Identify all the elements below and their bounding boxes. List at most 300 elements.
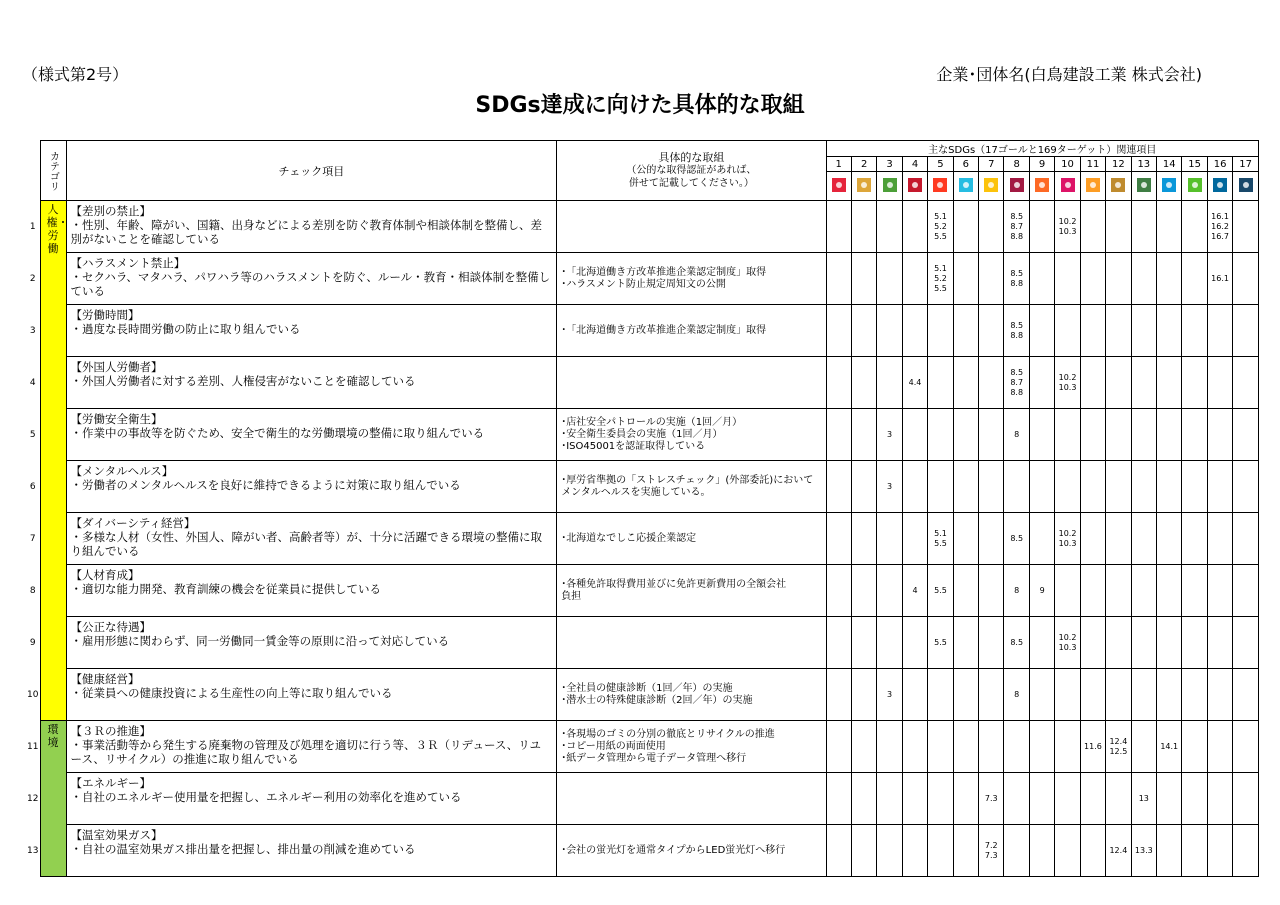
- sdg-target-cell: [1106, 253, 1131, 305]
- sdg-target-cell: 5.1 5.2 5.5: [928, 201, 953, 253]
- goal-number-6: 6: [953, 157, 978, 172]
- sdg-target-cell: [1233, 721, 1259, 773]
- check-item-title: 【３Ｒの推進】: [70, 724, 152, 738]
- sdg-target-cell: [826, 825, 851, 877]
- sdg-target-cell: [851, 721, 876, 773]
- goal-icon-cell: [1029, 172, 1054, 201]
- sdg-target-cell: [1233, 305, 1259, 357]
- goal-number-13: 13: [1131, 157, 1156, 172]
- goal-icon-cell: [1080, 172, 1105, 201]
- check-item-desc: ・自社の温室効果ガス排出量を把握し、排出量の削減を進めている: [70, 842, 416, 856]
- sdg-target-cell: [1029, 825, 1054, 877]
- sdg-target-cell: 8.5 8.7 8.8: [1004, 357, 1029, 409]
- sdg-target-cell: 8: [1004, 565, 1029, 617]
- sdg-target-cell: [1207, 669, 1232, 721]
- sdg-target-cell: [953, 305, 978, 357]
- sdg-target-cell: [1055, 669, 1080, 721]
- check-item: [66, 201, 557, 253]
- sdg-target-cell: 8: [1004, 409, 1029, 461]
- sdg-13-icon: [1137, 178, 1151, 192]
- sdg-target-cell: [1055, 409, 1080, 461]
- sdg-target-cell: [902, 305, 927, 357]
- sdg-target-cell: [1029, 461, 1054, 513]
- goal-number-1: 1: [826, 157, 851, 172]
- sdg-target-cell: [979, 513, 1004, 565]
- sdg-target-cell: [902, 409, 927, 461]
- sdg-target-cell: [1106, 669, 1131, 721]
- sdg-target-cell: [1207, 721, 1232, 773]
- no-header: [26, 141, 40, 201]
- sdg-target-cell: [1157, 617, 1182, 669]
- sdg-target-cell: [1157, 201, 1182, 253]
- sdg-target-cell: [1080, 253, 1105, 305]
- sdg-target-cell: 16.1 16.2 16.7: [1207, 201, 1232, 253]
- action-cell: ･会社の蛍光灯を通常タイプからLED蛍光灯へ移行: [557, 825, 826, 877]
- sdg-target-cell: [1157, 773, 1182, 825]
- sdg-target-cell: [826, 357, 851, 409]
- table-row: [26, 409, 1259, 461]
- table-row: [26, 253, 1259, 305]
- sdg-target-cell: [979, 565, 1004, 617]
- sdg-target-cell: 14.1: [1157, 721, 1182, 773]
- sdg-target-cell: [1106, 201, 1131, 253]
- sdg-target-cell: [1182, 825, 1207, 877]
- check-item-desc: ・自社のエネルギー使用量を把握し、エネルギー利用の効率化を進めている: [70, 790, 462, 804]
- sdg-target-cell: [851, 201, 876, 253]
- check-item-header: チェック項目: [66, 141, 557, 201]
- check-item-desc: ・従業員への健康投資による生産性の向上等に取り組んでいる: [70, 686, 393, 700]
- sdg-target-cell: [979, 409, 1004, 461]
- sdg-target-cell: [1157, 409, 1182, 461]
- check-item-desc: ・事業活動等から発生する廃棄物の管理及び処理を適切に行う等、３Ｒ（リデュース、リユース、リサイクル）の推進に取り組んでいる: [70, 738, 542, 766]
- sdg-target-cell: [1157, 669, 1182, 721]
- sdg-target-cell: [1080, 409, 1105, 461]
- goal-icon-cell: [902, 172, 927, 201]
- sdg-16-icon: [1213, 178, 1227, 192]
- sdg-target-cell: [1080, 825, 1105, 877]
- check-item-title: 【メンタルヘルス】: [70, 464, 174, 478]
- sdg-target-cell: [1131, 357, 1156, 409]
- sdg-target-cell: [953, 513, 978, 565]
- sdg-target-cell: [1080, 513, 1105, 565]
- sdg-target-cell: [902, 513, 927, 565]
- goal-number-4: 4: [902, 157, 927, 172]
- sdg-8-icon: [1010, 178, 1024, 192]
- sdg-target-cell: [1080, 773, 1105, 825]
- sdg-target-cell: [1131, 513, 1156, 565]
- row-number: 10: [27, 689, 39, 700]
- sdg-target-cell: [1055, 461, 1080, 513]
- sdg-14-icon: [1162, 178, 1176, 192]
- category-header: カテゴリ: [40, 141, 66, 201]
- sdg-target-cell: [1157, 253, 1182, 305]
- sdg-target-cell: [1004, 721, 1029, 773]
- sdg-target-cell: [1080, 565, 1105, 617]
- sdg-target-cell: 3: [877, 669, 902, 721]
- check-item: [66, 721, 557, 773]
- sdg-target-cell: [1233, 409, 1259, 461]
- sdg-target-cell: [1029, 669, 1054, 721]
- sdg-target-cell: [1106, 773, 1131, 825]
- sdg-target-cell: [902, 825, 927, 877]
- action-header-title: 具体的な取組: [658, 151, 725, 164]
- sdg-target-cell: [953, 773, 978, 825]
- table-row: [26, 773, 1259, 825]
- sdg-target-cell: 12.4: [1106, 825, 1131, 877]
- sdg-target-cell: 5.5: [928, 565, 953, 617]
- sdg-target-cell: [1029, 409, 1054, 461]
- sdg-target-cell: [851, 825, 876, 877]
- sdg-target-cell: [953, 825, 978, 877]
- table-row: [26, 513, 1259, 565]
- sdg-target-cell: [1182, 253, 1207, 305]
- sdg-target-cell: 8.5: [1004, 617, 1029, 669]
- goal-icon-cell: [826, 172, 851, 201]
- goal-number-17: 17: [1233, 157, 1259, 172]
- sdg-target-cell: [979, 461, 1004, 513]
- sdg-12-icon: [1111, 178, 1125, 192]
- sdg-10-icon: [1061, 178, 1075, 192]
- action-cell: ･各現場のゴミの分別の徹底とリサイクルの推進 ･コピー用紙の両面使用 ･紙データ管理から電子データ管理へ移行: [557, 721, 826, 773]
- sdg-target-cell: [826, 305, 851, 357]
- sdg-target-cell: [953, 357, 978, 409]
- sdg-target-cell: [1182, 461, 1207, 513]
- sdg-target-cell: [1157, 305, 1182, 357]
- sdg-target-cell: 4.4: [902, 357, 927, 409]
- action-cell: [557, 773, 826, 825]
- goal-number-16: 16: [1207, 157, 1232, 172]
- sdg-target-cell: [979, 201, 1004, 253]
- sdg-target-cell: [1182, 201, 1207, 253]
- sdg-target-cell: [953, 201, 978, 253]
- sdg-target-cell: 10.2 10.3: [1055, 513, 1080, 565]
- sdgs-header: 主なSDGs（17ゴールと169ターゲット）関連項目: [826, 141, 1258, 157]
- goal-number-5: 5: [928, 157, 953, 172]
- row-number: 11: [27, 741, 39, 752]
- check-item: [66, 825, 557, 877]
- sdg-target-cell: 10.2 10.3: [1055, 357, 1080, 409]
- sdg-target-cell: [979, 617, 1004, 669]
- sdg-9-icon: [1035, 178, 1049, 192]
- sdg-target-cell: [953, 617, 978, 669]
- sdg-target-cell: 8.5 8.8: [1004, 253, 1029, 305]
- sdg-3-icon: [883, 178, 897, 192]
- goal-number-2: 2: [851, 157, 876, 172]
- goal-icon-cell: [953, 172, 978, 201]
- sdg-target-cell: [877, 305, 902, 357]
- check-item-title: 【労働安全衛生】: [70, 412, 163, 426]
- sdg-target-cell: [826, 773, 851, 825]
- sdg-target-cell: [1080, 201, 1105, 253]
- sdg-target-cell: [1233, 513, 1259, 565]
- sdg-target-cell: [826, 565, 851, 617]
- table-row: [26, 357, 1259, 409]
- sdg-target-cell: [851, 305, 876, 357]
- sdg-target-cell: [877, 513, 902, 565]
- action-cell: ･「北海道働き方改革推進企業認定制度」取得: [557, 305, 826, 357]
- sdg-target-cell: [1055, 773, 1080, 825]
- sdg-target-cell: [1080, 357, 1105, 409]
- sdg-target-cell: [1080, 461, 1105, 513]
- table-row: [26, 721, 1259, 773]
- check-item-desc: ・雇用形態に関わらず、同一労働同一賃金等の原則に沿って対応している: [70, 634, 450, 648]
- goal-icon-cell: [928, 172, 953, 201]
- sdg-target-cell: [1029, 201, 1054, 253]
- sdg-target-cell: [979, 721, 1004, 773]
- sdg-target-cell: 7.3: [979, 773, 1004, 825]
- goal-icon-cell: [1131, 172, 1156, 201]
- sdg-target-cell: [877, 565, 902, 617]
- sdg-target-cell: [826, 461, 851, 513]
- action-cell: ･店社安全パトロールの実施（1回／月） ･安全衛生委員会の実施（1回／月） ･ISO45001を認証取得している: [557, 409, 826, 461]
- sdg-target-cell: [1106, 305, 1131, 357]
- row-number: 3: [29, 325, 36, 336]
- check-item-title: 【温室効果ガス】: [70, 828, 163, 842]
- sdg-target-cell: [902, 721, 927, 773]
- sdg-target-cell: [902, 461, 927, 513]
- sdg-2-icon: [857, 178, 871, 192]
- sdg-target-cell: [1233, 461, 1259, 513]
- sdg-target-cell: [1131, 305, 1156, 357]
- sdg-target-cell: [1207, 565, 1232, 617]
- action-cell: [557, 201, 826, 253]
- sdg-target-cell: 3: [877, 409, 902, 461]
- sdg-target-cell: 12.4 12.5: [1106, 721, 1131, 773]
- sdg-target-cell: [1182, 721, 1207, 773]
- sdg-target-cell: [928, 357, 953, 409]
- sdg-target-cell: [1131, 461, 1156, 513]
- check-item-title: 【ハラスメント禁止】: [70, 256, 186, 270]
- check-item-desc: ・作業中の事故等を防ぐため、安全で衛生的な労働環境の整備に取り組んでいる: [70, 426, 485, 440]
- page-title: SDGs達成に向けた具体的な取組: [475, 93, 805, 118]
- sdg-target-cell: [851, 565, 876, 617]
- check-item-title: 【エネルギー】: [70, 776, 152, 790]
- sdg-7-icon: [984, 178, 998, 192]
- check-item-desc: ・過度な長時間労働の防止に取り組んでいる: [70, 322, 301, 336]
- sdg-target-cell: [979, 305, 1004, 357]
- sdg-target-cell: [1233, 773, 1259, 825]
- sdg-target-cell: [953, 461, 978, 513]
- table-row: [26, 825, 1259, 877]
- sdg-target-cell: 5.5: [928, 617, 953, 669]
- sdg-target-cell: [1157, 565, 1182, 617]
- sdg-target-cell: 5.1 5.5: [928, 513, 953, 565]
- check-item-title: 【差別の禁止】: [70, 204, 152, 218]
- goal-number-7: 7: [979, 157, 1004, 172]
- check-item: [66, 409, 557, 461]
- sdg-target-cell: [826, 513, 851, 565]
- sdg-target-cell: [928, 461, 953, 513]
- sdg-1-icon: [832, 178, 846, 192]
- sdg-target-cell: 16.1: [1207, 253, 1232, 305]
- check-item: [66, 357, 557, 409]
- sdg-target-cell: [1004, 825, 1029, 877]
- sdg-target-cell: [1004, 461, 1029, 513]
- sdg-target-cell: [851, 357, 876, 409]
- sdg-target-cell: 10.2 10.3: [1055, 617, 1080, 669]
- table-row: [26, 669, 1259, 721]
- sdg-target-cell: 8.5: [1004, 513, 1029, 565]
- sdg-target-cell: [1106, 617, 1131, 669]
- sdg-target-cell: [1029, 721, 1054, 773]
- sdg-target-cell: [1233, 825, 1259, 877]
- action-cell: ･「北海道働き方改革推進企業認定制度」取得 ･ハラスメント防止規定周知文の公開: [557, 253, 826, 305]
- sdg-target-cell: [1233, 253, 1259, 305]
- sdg-target-cell: [877, 773, 902, 825]
- check-item-title: 【労働時間】: [70, 308, 140, 322]
- sdg-target-cell: [1055, 253, 1080, 305]
- check-item-title: 【公正な待遇】: [70, 620, 152, 634]
- sdg-target-cell: [1233, 617, 1259, 669]
- sdg-target-cell: [1029, 513, 1054, 565]
- check-item-title: 【人材育成】: [70, 568, 140, 582]
- sdg-target-cell: [1080, 669, 1105, 721]
- check-item-desc: ・多様な人材（女性、外国人、障がい者、高齢者等）が、十分に活躍できる環境の整備に取り組んでいる: [70, 530, 543, 558]
- goal-number-8: 8: [1004, 157, 1029, 172]
- sdg-target-cell: 5.1 5.2 5.5: [928, 253, 953, 305]
- sdg-target-cell: 3: [877, 461, 902, 513]
- sdg-target-cell: [1055, 825, 1080, 877]
- action-cell: ･各種免許取得費用並びに免許更新費用の全額会社 負担: [557, 565, 826, 617]
- row-number: 7: [29, 533, 36, 544]
- sdg-target-cell: [928, 773, 953, 825]
- sdg-target-cell: [1080, 617, 1105, 669]
- row-number: 4: [29, 377, 36, 388]
- action-header: [557, 141, 826, 201]
- sdg-target-cell: [1055, 721, 1080, 773]
- action-cell: ･北海道なでしこ応援企業認定: [557, 513, 826, 565]
- row-number: 2: [29, 273, 36, 284]
- sdg-target-cell: [902, 201, 927, 253]
- sdg-target-cell: [1207, 617, 1232, 669]
- sdg-target-cell: [953, 409, 978, 461]
- sdg-target-cell: [877, 825, 902, 877]
- goal-number-3: 3: [877, 157, 902, 172]
- sdg-target-cell: [1131, 721, 1156, 773]
- sdg-target-cell: [1131, 565, 1156, 617]
- sdg-target-cell: [826, 409, 851, 461]
- sdg-target-cell: [877, 201, 902, 253]
- sdgs-table: [26, 140, 1259, 877]
- sdg-target-cell: [953, 721, 978, 773]
- sdg-target-cell: [826, 201, 851, 253]
- table-row: [26, 565, 1259, 617]
- category-label: 環境: [47, 723, 59, 749]
- sdg-target-cell: [1182, 357, 1207, 409]
- sdg-target-cell: 11.6: [1080, 721, 1105, 773]
- table-row: [26, 201, 1259, 253]
- sdg-target-cell: [851, 409, 876, 461]
- goal-number-11: 11: [1080, 157, 1105, 172]
- sdg-target-cell: [1131, 669, 1156, 721]
- action-cell: [557, 617, 826, 669]
- sdg-target-cell: [1131, 253, 1156, 305]
- sdg-target-cell: [928, 669, 953, 721]
- sdg-target-cell: [902, 773, 927, 825]
- check-item: [66, 461, 557, 513]
- goal-icon-cell: [1055, 172, 1080, 201]
- check-item: [66, 773, 557, 825]
- sdg-target-cell: 10.2 10.3: [1055, 201, 1080, 253]
- sdg-target-cell: [1106, 461, 1131, 513]
- category-label: 人権・労働: [46, 203, 69, 255]
- sdg-target-cell: [826, 253, 851, 305]
- sdg-target-cell: [1131, 409, 1156, 461]
- sdg-target-cell: [1106, 357, 1131, 409]
- sdg-target-cell: [1207, 773, 1232, 825]
- sdg-target-cell: 13.3: [1131, 825, 1156, 877]
- row-number: 8: [29, 585, 36, 596]
- sdg-target-cell: [1029, 617, 1054, 669]
- goal-number-12: 12: [1106, 157, 1131, 172]
- check-item-desc: ・外国人労働者に対する差別、人権侵害がないことを確認している: [70, 374, 416, 388]
- form-number: （様式第2号）: [22, 65, 129, 84]
- sdg-target-cell: [1106, 409, 1131, 461]
- sdg-target-cell: [826, 669, 851, 721]
- sdg-target-cell: [979, 357, 1004, 409]
- goal-icon-cell: [1004, 172, 1029, 201]
- sdg-target-cell: [877, 721, 902, 773]
- sdg-target-cell: [1029, 773, 1054, 825]
- sdg-target-cell: [1106, 565, 1131, 617]
- goal-number-9: 9: [1029, 157, 1054, 172]
- sdg-target-cell: [953, 669, 978, 721]
- sdg-target-cell: [826, 617, 851, 669]
- sdg-target-cell: [877, 617, 902, 669]
- sdg-target-cell: [902, 253, 927, 305]
- sdg-target-cell: [928, 721, 953, 773]
- row-number: 13: [27, 845, 39, 856]
- row-number: 5: [29, 429, 36, 440]
- sdg-target-cell: [928, 305, 953, 357]
- action-cell: ･全社員の健康診断（1回／年）の実施 ･潜水士の特殊健康診断（2回／年）の実施: [557, 669, 826, 721]
- check-item: [66, 669, 557, 721]
- sdg-target-cell: [1182, 669, 1207, 721]
- sdg-target-cell: [851, 461, 876, 513]
- check-item: [66, 617, 557, 669]
- sdg-17-icon: [1239, 178, 1253, 192]
- sdg-target-cell: [1157, 461, 1182, 513]
- sdg-target-cell: 9: [1029, 565, 1054, 617]
- sdg-target-cell: [902, 669, 927, 721]
- sdg-target-cell: [928, 409, 953, 461]
- sdg-target-cell: 4: [902, 565, 927, 617]
- sdg-target-cell: [1233, 201, 1259, 253]
- sdg-target-cell: [1106, 513, 1131, 565]
- sdg-target-cell: [979, 253, 1004, 305]
- check-item-desc: ・性別、年齢、障がい、国籍、出身などによる差別を防ぐ教育体制や相談体制を整備し、差別がないことを確認している: [70, 218, 543, 246]
- sdg-target-cell: [1157, 825, 1182, 877]
- sdg-target-cell: [851, 513, 876, 565]
- sdg-target-cell: [928, 825, 953, 877]
- check-item: [66, 513, 557, 565]
- goal-number-10: 10: [1055, 157, 1080, 172]
- goal-icon-cell: [877, 172, 902, 201]
- sdg-5-icon: [933, 178, 947, 192]
- goal-icon-cell: [851, 172, 876, 201]
- table-row: [26, 461, 1259, 513]
- check-item-desc: ・セクハラ、マタハラ、パワハラ等のハラスメントを防ぐ、ルール・教育・相談体制を整備している: [70, 270, 551, 298]
- goal-number-15: 15: [1182, 157, 1207, 172]
- sdg-target-cell: [1055, 305, 1080, 357]
- check-item-title: 【健康経営】: [70, 672, 140, 686]
- goal-icon-cell: [1106, 172, 1131, 201]
- sdg-target-cell: [1029, 253, 1054, 305]
- sdg-target-cell: [1029, 357, 1054, 409]
- sdg-target-cell: [1157, 357, 1182, 409]
- goal-number-14: 14: [1157, 157, 1182, 172]
- sdg-target-cell: [1207, 409, 1232, 461]
